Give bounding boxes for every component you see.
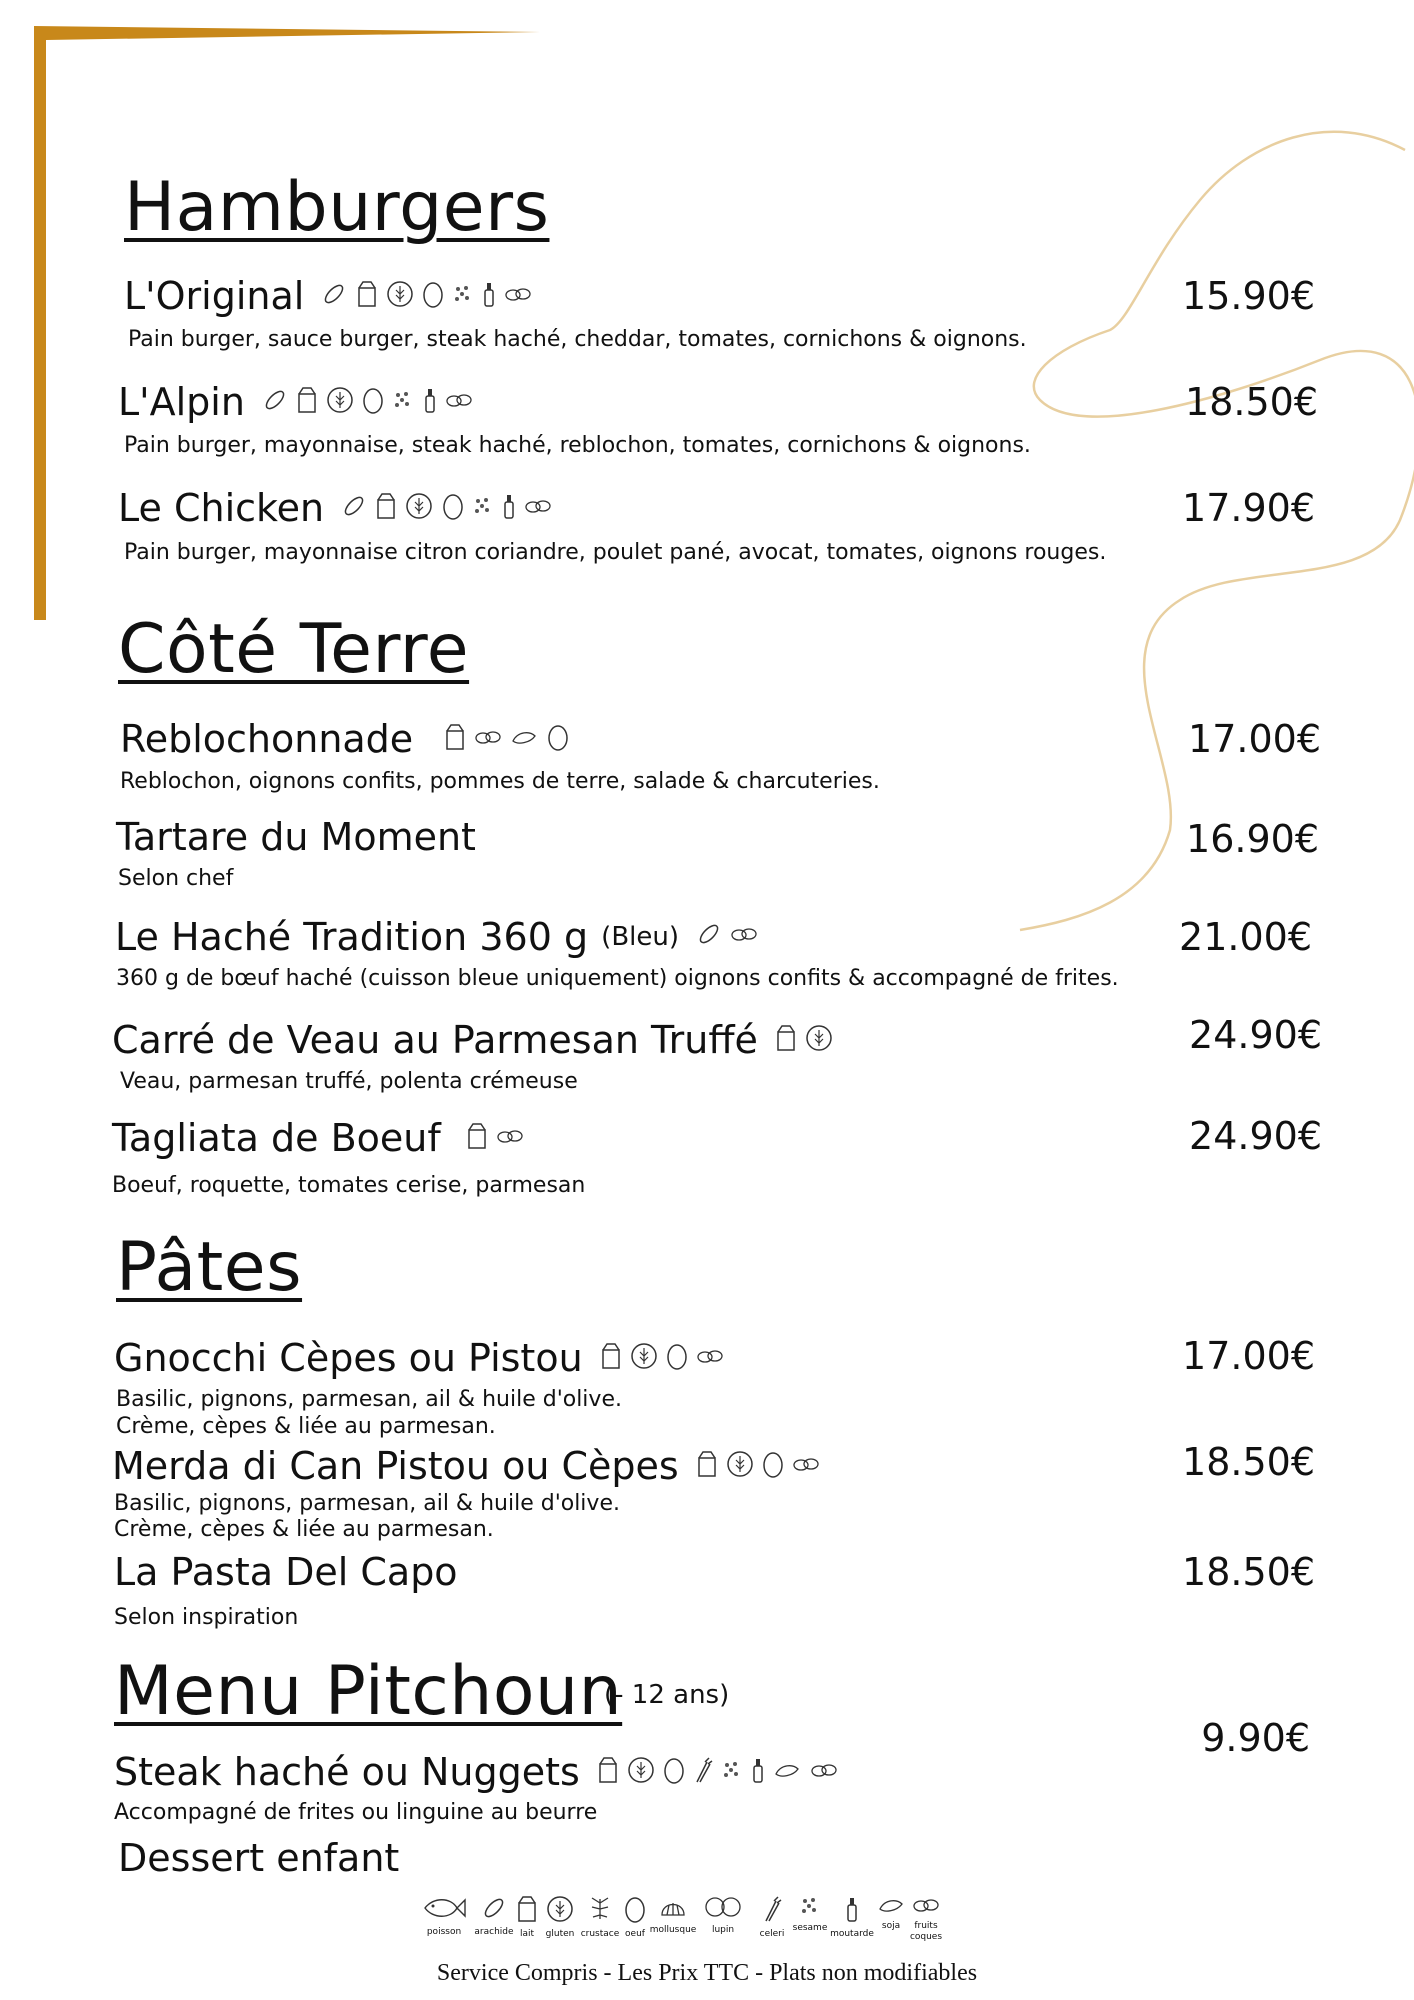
item-description: Reblochon, oignons confits, pommes de terre, salade & charcuteries. (120, 769, 880, 794)
fruits-coques-icon (696, 1346, 724, 1366)
moutarde-icon (751, 1756, 765, 1784)
legend-soja: soja (874, 1895, 908, 1932)
allergen-icons (321, 280, 535, 312)
lait-icon (696, 1450, 718, 1478)
item-name: Dessert enfant (118, 1836, 400, 1880)
gluten-icon (726, 1450, 754, 1478)
allergen-icons (696, 1450, 823, 1482)
item-price: 24.90€ (1189, 1114, 1322, 1158)
sesame-icon (392, 389, 414, 411)
allergen-icons (466, 1122, 527, 1154)
item-name: Gnocchi Cèpes ou Pistou (114, 1336, 583, 1380)
legend-lupin: lupin (698, 1895, 748, 1936)
oeuf-icon (422, 280, 444, 308)
legend-arachide: arachide (468, 1895, 520, 1938)
lait-icon (296, 386, 318, 414)
item-price: 24.90€ (1189, 1013, 1322, 1057)
oeuf-icon (362, 386, 384, 414)
item-price: 17.00€ (1188, 717, 1321, 761)
allergen-legend (418, 1895, 998, 1965)
gluten-icon (627, 1756, 655, 1784)
item-description-1: Basilic, pignons, parmesan, ail & huile d'olive. (114, 1491, 620, 1516)
oeuf-icon (666, 1342, 688, 1370)
item-name: Carré de Veau au Parmesan Truffé (112, 1018, 758, 1062)
item-description-2: Crème, cèpes & liée au parmesan. (116, 1414, 496, 1439)
gluten-icon (630, 1342, 658, 1370)
oeuf-icon (442, 492, 464, 520)
mollusque-icon (659, 1895, 687, 1919)
item-price: 9.90€ (1201, 1716, 1310, 1760)
item-note: (Bleu) (601, 922, 679, 952)
legend-fruits-coques: fruits coques (906, 1895, 946, 1943)
fruits-coques-icon (792, 1454, 820, 1474)
section-subtitle-age: (- 12 ans) (604, 1680, 730, 1710)
sesame-icon (472, 495, 494, 517)
sesame-icon (799, 1895, 821, 1917)
item-description: Boeuf, roquette, tomates cerise, parmesan (112, 1173, 586, 1198)
crustace-icon (587, 1895, 613, 1923)
item-description: Selon chef (118, 866, 234, 891)
fruits-coques-icon (504, 284, 532, 304)
item-name: Tartare du Moment (116, 815, 476, 859)
menu-item-tartare (116, 815, 476, 859)
lait-icon (375, 492, 397, 520)
lait-icon (516, 1895, 538, 1923)
item-name: L'Alpin (118, 380, 245, 424)
allergen-icons (696, 921, 761, 953)
allergen-icons (341, 492, 555, 524)
section-title-menu-pitchoun: Menu Pitchoun (114, 1652, 623, 1731)
item-price: 18.50€ (1182, 1440, 1315, 1484)
menu-item-pasta (114, 1550, 458, 1594)
legend-mollusque: mollusque (648, 1895, 698, 1936)
menu-item-reblochonnade (120, 717, 572, 761)
soja-icon (877, 1895, 905, 1915)
arachide-icon (481, 1895, 507, 1921)
menu-item-tagliata (112, 1116, 527, 1160)
item-price: 17.00€ (1182, 1334, 1315, 1378)
item-name: Merda di Can Pistou ou Cèpes (112, 1444, 679, 1488)
allergen-icons (262, 386, 476, 418)
footer-note: Service Compris - Les Prix TTC - Plats non modifiables (436, 1960, 978, 1986)
arachide-icon (696, 921, 722, 947)
oeuf-icon (624, 1895, 646, 1923)
celeri-icon (693, 1756, 713, 1784)
menu-item-gnocchi (114, 1336, 727, 1380)
section-title-hamburgers: Hamburgers (124, 168, 550, 247)
item-description-2: Crème, cèpes & liée au parmesan. (114, 1517, 494, 1542)
menu-item-original (124, 274, 535, 318)
arachide-icon (262, 387, 288, 413)
menu-item-alpin (118, 380, 476, 424)
item-description: Veau, parmesan truffé, polenta crémeuse (120, 1069, 578, 1094)
legend-sesame: sesame (790, 1895, 830, 1934)
arachide-icon (321, 281, 347, 307)
moutarde-icon (502, 492, 516, 520)
fruits-coques-icon (730, 924, 758, 944)
item-price: 18.50€ (1182, 1550, 1315, 1594)
item-description: 360 g de bœuf haché (cuisson bleue uniquement) oignons confits & accompagné de frites. (116, 966, 1119, 991)
legend-oeuf: oeuf (618, 1895, 652, 1940)
item-description-1: Basilic, pignons, parmesan, ail & huile d'olive. (116, 1387, 622, 1412)
fruits-coques-icon (524, 496, 552, 516)
celeri-icon (762, 1895, 782, 1923)
item-name: L'Original (124, 274, 305, 318)
section-title-cote-terre: Côté Terre (118, 610, 470, 689)
item-name: Tagliata de Boeuf (112, 1116, 441, 1160)
fruits-coques-icon (496, 1126, 524, 1146)
item-name: La Pasta Del Capo (114, 1550, 458, 1594)
item-price: 18.50€ (1185, 380, 1318, 424)
arachide-icon (341, 493, 367, 519)
moutarde-icon (423, 386, 437, 414)
menu-item-merda (112, 1444, 823, 1488)
sesame-icon (721, 1759, 743, 1781)
menu-item-dessert (118, 1836, 399, 1880)
item-name: Le Haché Tradition 360 g (115, 915, 589, 959)
lait-icon (775, 1024, 797, 1052)
item-price: 21.00€ (1179, 915, 1312, 959)
sesame-icon (452, 283, 474, 305)
gluten-icon (546, 1895, 574, 1923)
item-description: Pain burger, mayonnaise citron coriandre, poulet pané, avocat, tomates, oignons rouges. (124, 540, 1107, 565)
item-name: Reblochonnade (120, 717, 414, 761)
legend-poisson: poisson (418, 1895, 470, 1938)
lupin-icon (703, 1895, 743, 1919)
allergen-icons (775, 1024, 836, 1056)
poisson-icon (421, 1895, 467, 1921)
moutarde-icon (482, 280, 496, 308)
fruits-coques-icon (810, 1760, 838, 1780)
allergen-icons (597, 1756, 841, 1788)
menu-item-hache (115, 915, 761, 959)
fruits-coques-icon (445, 390, 473, 410)
menu-item-chicken (118, 486, 555, 530)
lait-icon (597, 1756, 619, 1784)
moutarde-icon (845, 1895, 859, 1923)
item-name: Steak haché ou Nuggets (114, 1750, 580, 1794)
item-name: Le Chicken (118, 486, 325, 530)
item-price: 16.90€ (1186, 817, 1319, 861)
allergen-icons (444, 723, 571, 755)
legend-crustace: crustace (578, 1895, 622, 1940)
section-title-pates: Pâtes (116, 1228, 303, 1307)
lait-icon (600, 1342, 622, 1370)
oeuf-icon (547, 723, 569, 751)
item-description: Accompagné de frites ou linguine au beurre (114, 1800, 598, 1825)
soja-icon (510, 727, 538, 747)
menu-item-veau (112, 1018, 836, 1062)
gluten-icon (805, 1024, 833, 1052)
item-price: 15.90€ (1182, 274, 1315, 318)
oeuf-icon (762, 1450, 784, 1478)
gluten-icon (386, 280, 414, 308)
lait-icon (356, 280, 378, 308)
soja-icon (773, 1760, 801, 1780)
allergen-icons (600, 1342, 727, 1374)
legend-gluten: gluten (540, 1895, 580, 1940)
item-description: Pain burger, sauce burger, steak haché, cheddar, tomates, cornichons & oignons. (128, 327, 1027, 352)
oeuf-icon (663, 1756, 685, 1784)
legend-moutarde: moutarde (828, 1895, 876, 1940)
lait-icon (444, 723, 466, 751)
fruits-coques-icon (912, 1895, 940, 1915)
item-description: Pain burger, mayonnaise, steak haché, reblochon, tomates, cornichons & oignons. (124, 433, 1031, 458)
fruits-coques-icon (474, 727, 502, 747)
menu-item-steak (114, 1750, 841, 1794)
item-price: 17.90€ (1182, 486, 1315, 530)
legend-lait: lait (510, 1895, 544, 1940)
gluten-icon (326, 386, 354, 414)
legend-celeri: celeri (752, 1895, 792, 1940)
lait-icon (466, 1122, 488, 1150)
gluten-icon (405, 492, 433, 520)
item-description: Selon inspiration (114, 1605, 299, 1630)
